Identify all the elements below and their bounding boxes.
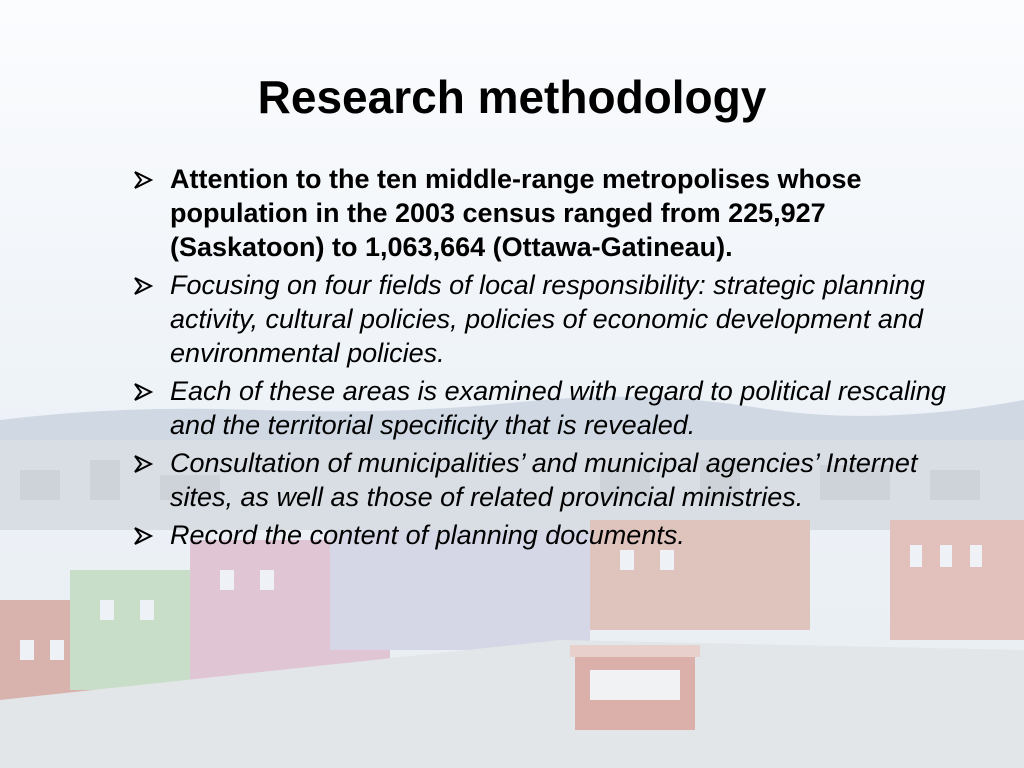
- bullet-item: [132, 162, 962, 264]
- arrow-bullet-icon: [132, 453, 156, 475]
- slide-title: Research methodology: [257, 71, 767, 123]
- arrow-bullet-icon: [132, 381, 156, 403]
- bullet-text: Attention to the ten middle-range metropolises whose population in the 2003 census ranged from 225,927 (Saskatoon) to 1,063,664 (Ottawa-Gatineau).: [170, 164, 862, 262]
- arrow-bullet-icon: [132, 169, 156, 191]
- bullet-item: [132, 268, 962, 370]
- bullet-list: [132, 162, 962, 556]
- bullet-text: Consultation of municipalities’ and municipal agencies’ Internet sites, as well as those of related provincial ministries.: [170, 448, 918, 512]
- bullet-item: [132, 374, 962, 442]
- bullet-item: [132, 446, 962, 514]
- bullet-text: Record the content of planning documents.: [170, 520, 685, 550]
- bullet-text: Each of these areas is examined with regard to political rescaling and the territorial specificity that is revealed.: [170, 376, 946, 440]
- arrow-bullet-icon: [132, 525, 156, 547]
- bullet-text: Focusing on four fields of local responsibility: strategic planning activity, cultural policies, policies of economic development and environmental policies.: [170, 270, 925, 368]
- arrow-bullet-icon: [132, 275, 156, 297]
- bullet-item: [132, 518, 962, 552]
